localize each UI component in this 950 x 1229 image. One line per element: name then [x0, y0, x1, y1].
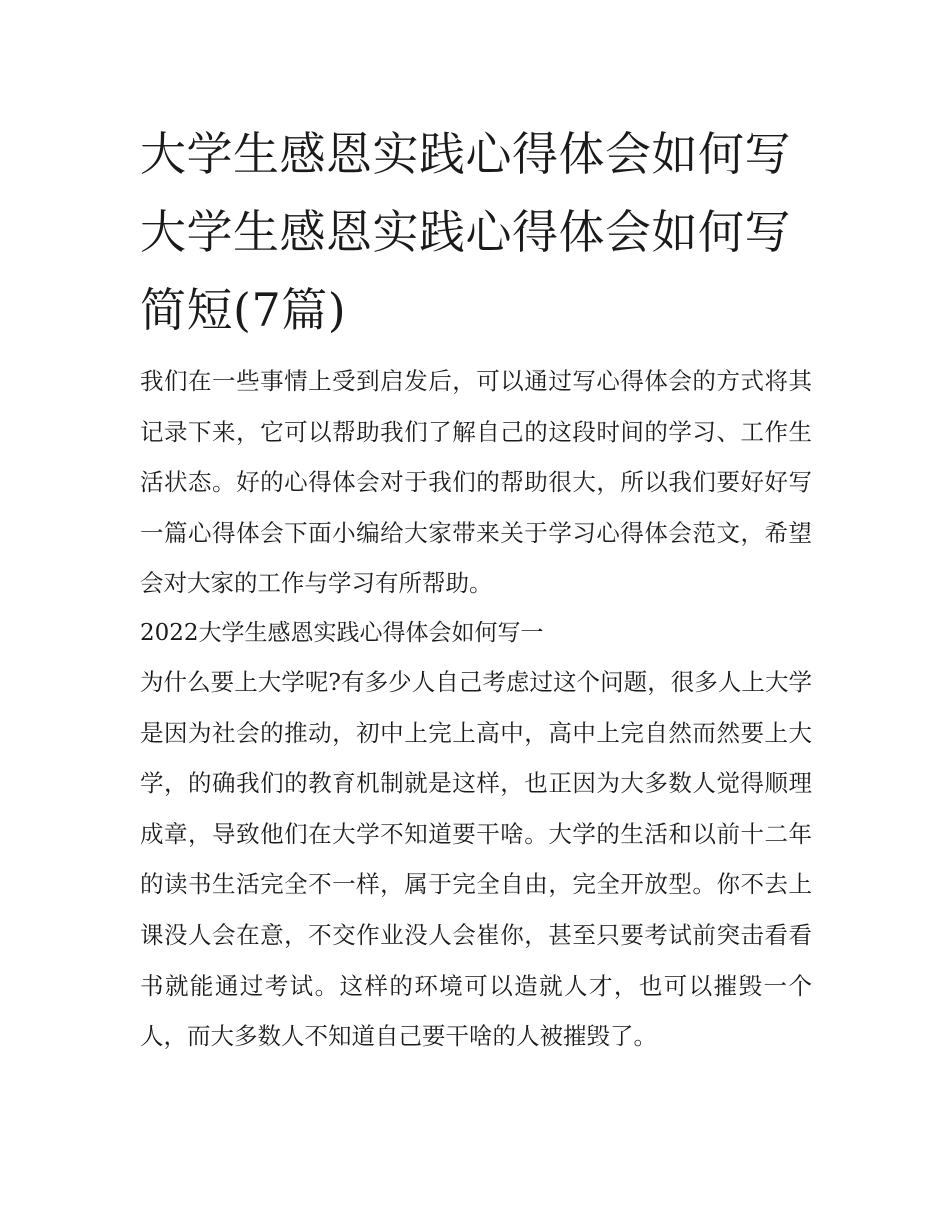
document-title: 大学生感恩实践心得体会如何写 大学生感恩实践心得体会如何写简短(7篇)	[140, 127, 791, 337]
intro-paragraph: 我们在一些事情上受到启发后，可以通过写心得体会的方式将其记录下来，它可以帮助我们了解自己的这段时间的学习、工作生活状态。好的心得体会对于我们的帮助很大，所以我们要好好写一篇心得体会下面小编给大家带来关于学习心得体会范文，希望会对大家的工作与学习有所帮助。	[140, 367, 812, 597]
section-heading: 2022大学生感恩实践心得体会如何写一	[140, 620, 544, 646]
section-body-paragraph: 为什么要上大学呢?有多少人自己考虑过这个问题，很多人上大学是因为社会的推动，初中上完上高中，高中上完自然而然要上大学，的确我们的教育机制就是这样，也正因为大多数人觉得顺理成章，导致他们在大学不知道要干啥。大学的生活和以前十二年的读书生活完全不一样，属于完全自由，完全开放型。你不去上课没人会在意，不交作业没人会崔你，甚至只要考试前突击看看书就能通过考试。这样的环境可以造就人才，也可以摧毁一个人，而大多数人不知道自己要干啥的人被摧毁了。	[140, 668, 812, 1051]
